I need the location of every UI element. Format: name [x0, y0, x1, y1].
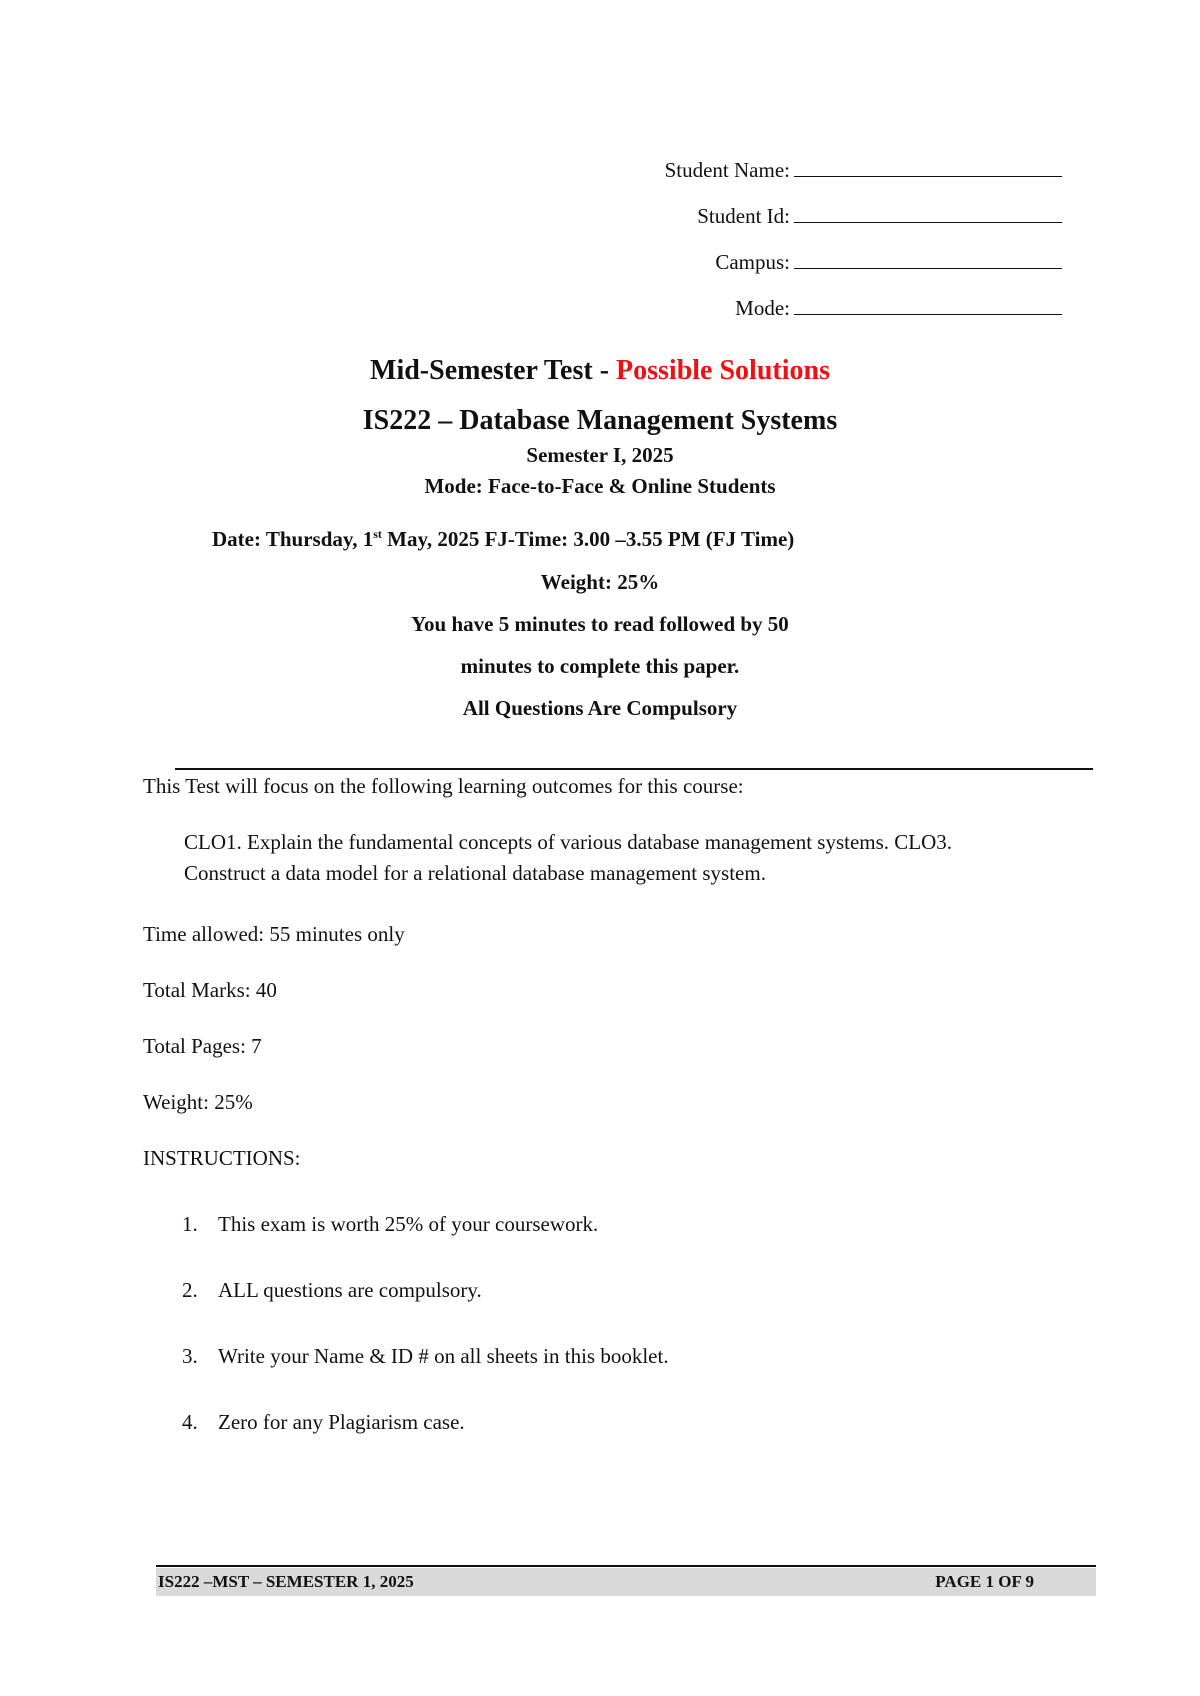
mode-heading: Mode: Face-to-Face & Online Students — [424, 474, 776, 498]
list-item-text: Zero for any Plagiarism case. — [218, 1410, 465, 1434]
read-time-line-2: minutes to complete this paper. — [460, 654, 740, 678]
list-item-number: 2. — [182, 1278, 198, 1302]
outcomes-intro: This Test will focus on the following learning outcomes for this course: — [143, 774, 744, 798]
footer-course-label: IS222 –MST – SEMESTER 1, 2025 — [158, 1572, 414, 1591]
date-prefix: Date: Thursday, 1 — [212, 527, 374, 551]
list-item — [182, 1212, 598, 1237]
weight-heading: Weight: 25% — [540, 570, 660, 594]
date-suffix: May, 2025 FJ-Time: 3.00 –3.55 PM (FJ Time) — [381, 527, 795, 551]
weight-detail: Weight: 25% — [143, 1090, 253, 1114]
mode-label: Mode: — [735, 296, 790, 320]
list-item-text: This exam is worth 25% of your coursework. — [218, 1212, 599, 1236]
student-id-line — [697, 204, 1062, 229]
title-separator: - — [599, 355, 610, 386]
list-item-number: 4. — [182, 1410, 198, 1434]
divider — [175, 768, 1093, 770]
student-name-label: Student Name: — [664, 158, 790, 182]
outcomes-line-1: CLO1. Explain the fundamental concepts of various database management systems. CLO3. — [184, 830, 953, 854]
outcomes-line-2: Construct a data model for a relational database management system. — [184, 861, 766, 885]
date-line — [212, 527, 794, 552]
list-item-text: Write your Name & ID # on all sheets in this booklet. — [218, 1344, 669, 1368]
student-name-blank — [794, 158, 1062, 177]
read-time-line-1: You have 5 minutes to read followed by 50 — [411, 612, 789, 636]
total-marks: Total Marks: 40 — [143, 978, 277, 1002]
student-id-label: Student Id: — [697, 204, 790, 228]
mode-blank — [794, 296, 1062, 315]
title-main: Mid-Semester Test — [370, 355, 593, 386]
date-sup: st — [373, 527, 382, 541]
list-item-number: 3. — [182, 1344, 198, 1368]
campus-blank — [794, 250, 1062, 269]
time-allowed: Time allowed: 55 minutes only — [143, 922, 405, 946]
instructions-heading: INSTRUCTIONS: — [143, 1146, 301, 1170]
total-pages: Total Pages: 7 — [143, 1034, 262, 1058]
title-solutions: Possible Solutions — [616, 355, 830, 386]
page-footer — [156, 1568, 1096, 1596]
compulsory-line: All Questions Are Compulsory — [462, 696, 738, 720]
mode-line — [735, 296, 1062, 321]
semester-line: Semester I, 2025 — [526, 443, 674, 467]
footer-rule — [156, 1565, 1096, 1567]
list-item-number: 1. — [182, 1212, 198, 1236]
list-item-text: ALL questions are compulsory. — [218, 1278, 482, 1302]
list-item — [182, 1344, 669, 1369]
list-item — [182, 1410, 465, 1435]
student-id-blank — [794, 204, 1062, 223]
course-title: IS222 – Database Management Systems — [362, 405, 838, 436]
campus-line — [715, 250, 1062, 275]
page-title — [0, 355, 1200, 387]
student-name-line — [665, 158, 1062, 183]
list-item — [182, 1278, 482, 1303]
campus-label: Campus: — [715, 250, 790, 274]
footer-page-number: PAGE 1 OF 9 — [935, 1572, 1034, 1591]
